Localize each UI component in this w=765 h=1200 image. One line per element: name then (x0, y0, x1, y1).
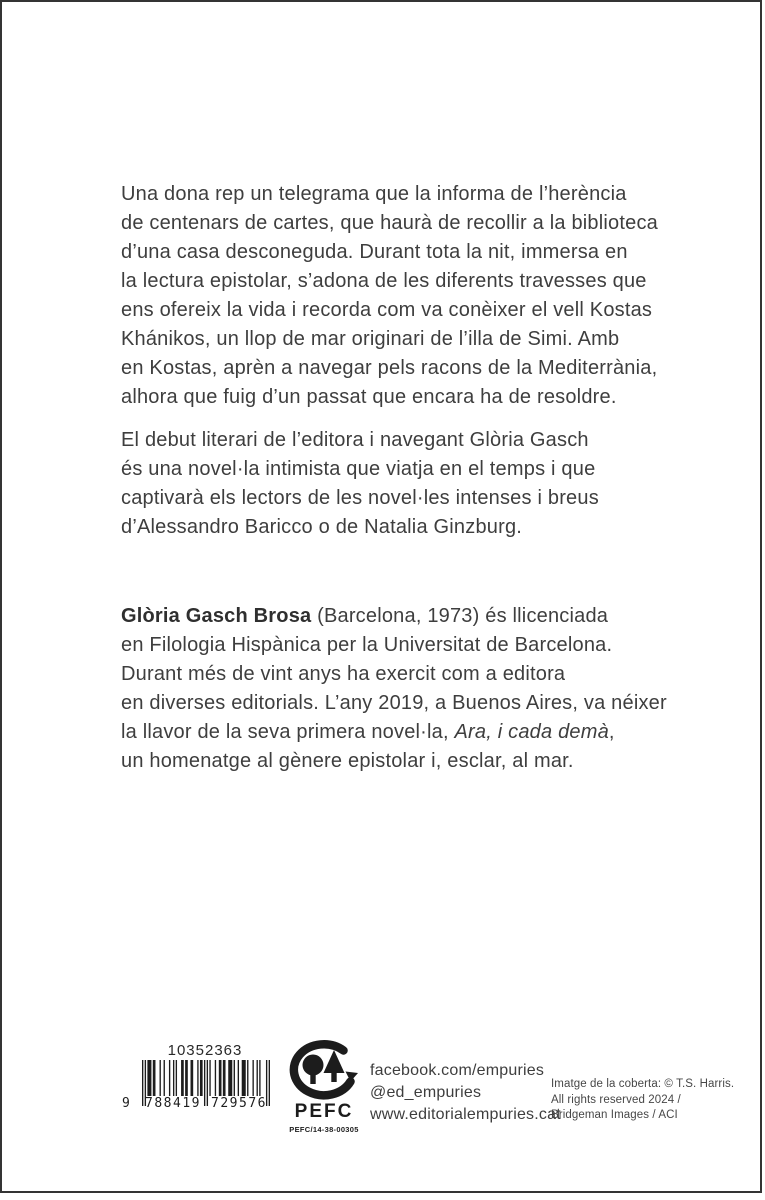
isbn-group1: 788419 (145, 1096, 201, 1111)
synopsis-line: de centenars de cartes, que haurà de recollir a la biblioteca (121, 212, 658, 234)
isbn-digits (122, 1096, 272, 1111)
bio-text: la llavor de la seva primera novel·la, (121, 721, 455, 743)
bio-line: un homenatge al gènere epistolar i, esclar, al mar. (121, 750, 574, 772)
pefc-logo-icon (285, 1040, 363, 1100)
synopsis-line: és una novel·la intimista que viatja en el temps i que (121, 458, 596, 480)
synopsis-line: en Kostas, aprèn a navegar pels racons de la Mediterrània, (121, 357, 658, 379)
cover-image-credit (551, 1077, 734, 1124)
bio-line: Durant més de vint anys ha exercit com a editora (121, 663, 566, 685)
synopsis-paragraph-1 (121, 180, 681, 412)
synopsis-line: ens ofereix la vida i recorda com va conèixer el vell Kostas (121, 299, 653, 321)
synopsis-line: d’una casa desconeguda. Durant tota la nit, immersa en (121, 241, 628, 263)
isbn-group2: 729576 (211, 1096, 267, 1111)
synopsis-line: Una dona rep un telegrama que la informa de l’herència (121, 183, 627, 205)
isbn-prefix: 9 (122, 1096, 130, 1111)
synopsis-line: El debut literari de l’editora i navegant Glòria Gasch (121, 429, 589, 451)
isbn-barcode (122, 1042, 274, 1128)
social-handle: @ed_empuries (370, 1084, 482, 1101)
synopsis-paragraph-2 (121, 426, 681, 542)
author-name: Glòria Gasch Brosa (121, 605, 312, 627)
pefc-label: PEFC (294, 1101, 354, 1122)
synopsis-line: captivarà els lectors de les novel·les intenses i breus (121, 487, 599, 509)
credit-line: Bridgeman Images / ACI (551, 1109, 678, 1121)
pefc-cert-number: PEFC/14-38-00305 (289, 1125, 359, 1134)
back-cover-text (121, 180, 681, 790)
credit-line: Imatge de la coberta: © T.S. Harris. (551, 1078, 735, 1090)
bio-line: en Filologia Hispànica per la Universitat de Barcelona. (121, 634, 613, 656)
book-title: Ara, i cada demà (454, 721, 609, 743)
synopsis-line: alhora que fuig d’un passat que encara ha de resoldre. (121, 386, 617, 408)
barcode-top-number: 10352363 (167, 1042, 243, 1059)
bio-text: , (608, 721, 615, 743)
synopsis-line: Khánikos, un llop de mar originari de l’illa de Simi. Amb (121, 328, 620, 350)
credit-line: All rights reserved 2024 / (551, 1093, 681, 1106)
website-link: www.editorialempuries.cat (370, 1106, 561, 1123)
bio-line (121, 718, 681, 747)
bio-line (121, 602, 681, 631)
synopsis-line: d’Alessandro Baricco o de Natalia Ginzburg. (121, 516, 523, 538)
facebook-link: facebook.com/empuries (370, 1062, 545, 1079)
bio-text: (Barcelona, 1973) és llicenciada (311, 605, 609, 627)
pefc-certification (283, 1040, 365, 1134)
bio-line: en diverses editorials. L’any 2019, a Buenos Aires, va néixer (121, 692, 667, 714)
author-bio (121, 602, 681, 776)
publisher-links (370, 1060, 561, 1126)
synopsis-line: la lectura epistolar, s’adona de les diferents travesses que (121, 270, 647, 292)
